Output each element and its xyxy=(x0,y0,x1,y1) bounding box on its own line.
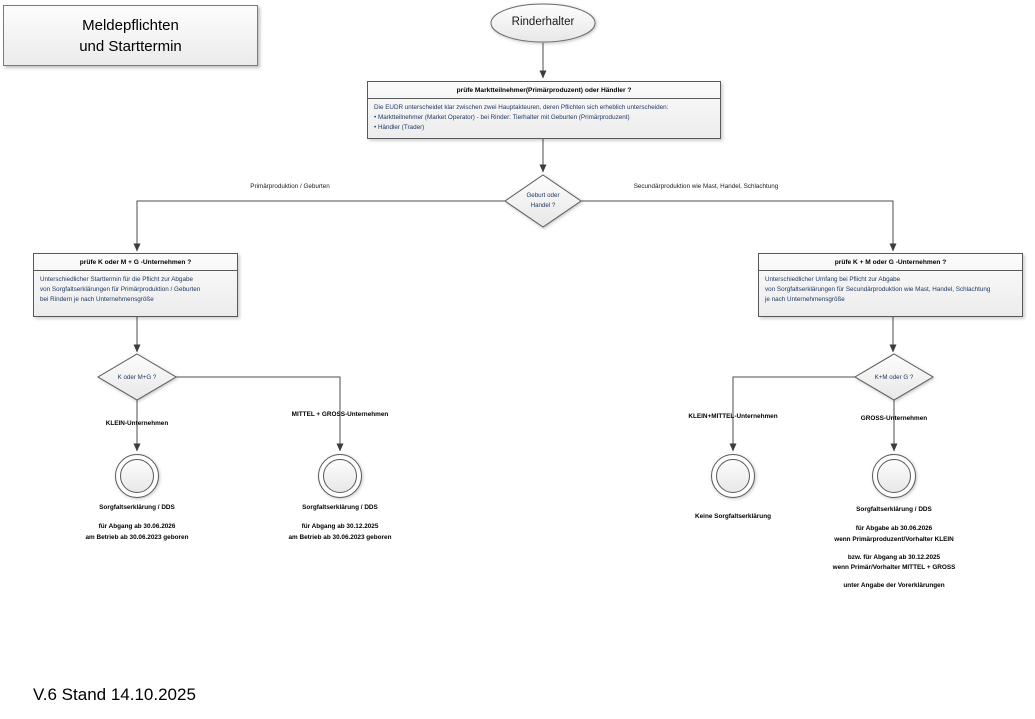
body-line: Unterschiedlicher Starttermin für die Pflicht zur Abgabe xyxy=(40,276,193,283)
decision-geburt-oder-handel-label xyxy=(501,191,585,211)
decision-line: Geburt oder xyxy=(526,192,560,199)
body-line: von Sorgfaltserklärungen für Secundärproduktion wie Mast, Handel, Schlachtung xyxy=(765,286,991,294)
check-box-km-oder-g-body xyxy=(759,271,1022,306)
body-line: bei Rindern je nach Unternehmensgröße xyxy=(40,296,154,304)
outcome-line: am Betrieb ab 30.06.2023 geboren xyxy=(288,533,392,541)
title-line-1: Meldepflichten xyxy=(82,16,179,34)
category-label-klein: KLEIN-Unternehmen xyxy=(105,420,169,427)
body-line: • Marktteilnehmer (Market Operator) - bei Rinder: Tierhalter mit Geburten (Primärproduzent) xyxy=(374,114,630,122)
check-box-km-oder-g-header: prüfe K + M oder G -Unternehmen ? xyxy=(759,254,1022,271)
outcome-line: für Abgabe ab 30.06.2026 xyxy=(855,525,933,533)
outcome-gross xyxy=(804,505,984,592)
body-line: Unterschiedlicher Umfang bei Pflicht zur Abgabe xyxy=(765,276,901,283)
decision-k-oder-mg-label: K oder M+G ? xyxy=(117,374,157,381)
outcome-line: bzw. für Abgang ab 30.12.2025 xyxy=(847,553,941,561)
version-stamp: V.6 Stand 14.10.2025 xyxy=(33,685,196,704)
body-line: von Sorgfaltserklärungen für Primärproduktion / Geburten xyxy=(40,286,201,294)
check-box-k-oder-mg xyxy=(33,253,238,317)
title-box xyxy=(3,5,258,66)
body-line: • Händler (Trader) xyxy=(374,124,425,132)
decision-km-oder-g-label: K+M oder G ? xyxy=(874,374,914,381)
category-label-kleinmittel: KLEIN+MITTEL-Unternehmen xyxy=(688,413,778,420)
outcome-line: für Abgang ab 30.12.2025 xyxy=(301,523,379,531)
category-label-mittelgross: MITTEL + GROSS-Unternehmen xyxy=(291,411,389,418)
check-box-marktteilnehmer xyxy=(367,81,721,139)
outcome-title: Sorgfaltserklärung / DDS xyxy=(99,504,175,511)
outcome-klein xyxy=(47,503,227,543)
category-label-gross: GROSS-Unternehmen xyxy=(860,415,928,422)
outcome-line: am Betrieb ab 30.06.2023 geboren xyxy=(85,533,189,541)
title-line-2: und Starttermin xyxy=(79,37,182,55)
decision-line: Handel ? xyxy=(530,201,556,209)
branch-label-secundaerproduktion: Secundärproduktion wie Mast, Handel, Schlachtung xyxy=(633,183,779,190)
body-line: Die EUDR unterscheidet klar zwischen zwei Hauptakteuren, deren Pflichten sich erheblich unterscheiden: xyxy=(374,104,669,111)
outcome-title: Sorgfaltserklärung / DDS xyxy=(302,504,378,511)
body-line: je nach Unternehmensgröße xyxy=(765,296,845,304)
outcome-mittelgross xyxy=(250,503,430,543)
outcome-line: unter Angabe der Vorerklärungen xyxy=(843,582,945,590)
check-box-k-oder-mg-header: prüfe K oder M + G -Unternehmen ? xyxy=(34,254,237,271)
check-box-marktteilnehmer-body xyxy=(368,99,720,134)
outcome-title: Sorgfaltserklärung / DDS xyxy=(856,506,932,513)
outcome-line: wenn Primär/Vorhalter MITTEL + GROSS xyxy=(832,564,956,571)
outcome-title: Keine Sorgfaltserklärung xyxy=(695,513,771,520)
check-box-km-oder-g xyxy=(758,253,1023,317)
arrow-decision-to-right-box xyxy=(581,201,893,251)
outcome-line: für Abgang ab 30.06.2026 xyxy=(98,523,176,531)
arrow-decision-to-left-box xyxy=(137,201,505,251)
check-box-marktteilnehmer-header: prüfe Marktteilnehmer(Primärproduzent) oder Händler ? xyxy=(368,82,720,99)
check-box-k-oder-mg-body xyxy=(34,271,237,306)
branch-label-primaerproduktion: Primärproduktion / Geburten xyxy=(250,183,330,190)
outcome-kleinmittel xyxy=(643,512,823,531)
outcome-line: wenn Primärproduzent/Vorhalter KLEIN xyxy=(834,535,954,543)
start-node-label: Rinderhalter xyxy=(511,16,575,28)
